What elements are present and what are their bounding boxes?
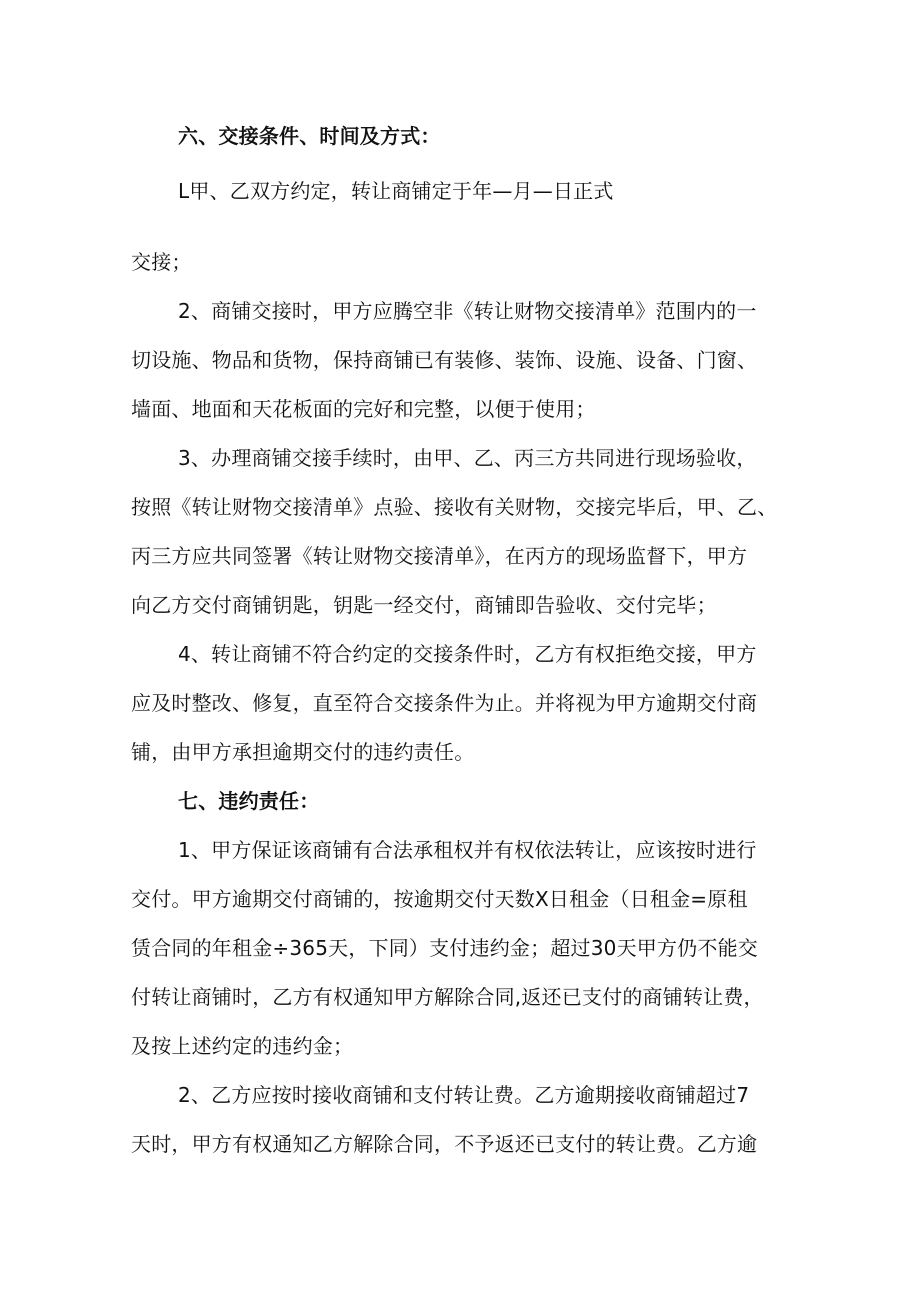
paragraph-line: 交付。甲方逾期交付商铺的，按逾期交付天数X日租金（日租金=原租 <box>131 887 748 911</box>
paragraph-line: 1、甲方保证该商铺有合法承租权并有权依法转让，应该按时进行 <box>178 838 757 862</box>
section-heading-liability: 七、违约责任： <box>178 789 320 813</box>
paragraph-line: 铺，由甲方承担逾期交付的违约责任。 <box>131 740 475 764</box>
paragraph-line: 应及时整改、修复，直至符合交接条件为止。并将视为甲方逾期交付商 <box>131 691 758 715</box>
paragraph-line: 2、乙方应按时接收商铺和支付转让费。乙方逾期接收商铺超过7 <box>178 1083 750 1107</box>
paragraph-line: 切设施、物品和货物，保持商铺已有装修、装饰、设施、设备、门窗、 <box>131 348 758 372</box>
section-heading-handover: 六、交接条件、时间及方式： <box>178 124 441 148</box>
paragraph-line: 天时，甲方有权通知乙方解除合同，不予返还已支付的转让费。乙方逾 <box>131 1132 758 1156</box>
paragraph-line: 丙三方应共同签署《转让财物交接清单》，在丙方的现场监督下，甲方 <box>131 544 748 568</box>
paragraph-line: 付转让商铺时，乙方有权通知甲方解除合同,返还已支付的商铺转让费， <box>131 985 764 1009</box>
paragraph-line: 4、转让商铺不符合约定的交接条件时，乙方有权拒绝交接，甲方 <box>178 642 757 666</box>
paragraph-line: L甲、乙双方约定，转让商铺定于年—月—日正式 <box>178 179 614 203</box>
paragraph-line: 墙面、地面和天花板面的完好和完整，以便于使用； <box>131 397 596 421</box>
paragraph-line: 及按上述约定的违约金； <box>131 1034 354 1058</box>
paragraph-line: 2、商铺交接时，甲方应腾空非《转让财物交接清单》范围内的一 <box>178 299 757 323</box>
paragraph-line: 向乙方交付商铺钥匙，钥匙一经交付，商铺即告验收、交付完毕； <box>131 593 717 617</box>
paragraph-line: 3、办理商铺交接手续时，由甲、乙、丙三方共同进行现场验收， <box>178 446 757 470</box>
paragraph-line: 赁合同的年租金÷365天，下同）支付违约金；超过30天甲方仍不能交 <box>131 936 758 960</box>
paragraph-line: 按照《转让财物交接清单》点验、接收有关财物，交接完毕后，甲、乙、 <box>131 495 778 519</box>
paragraph-line: 交接； <box>131 250 192 274</box>
